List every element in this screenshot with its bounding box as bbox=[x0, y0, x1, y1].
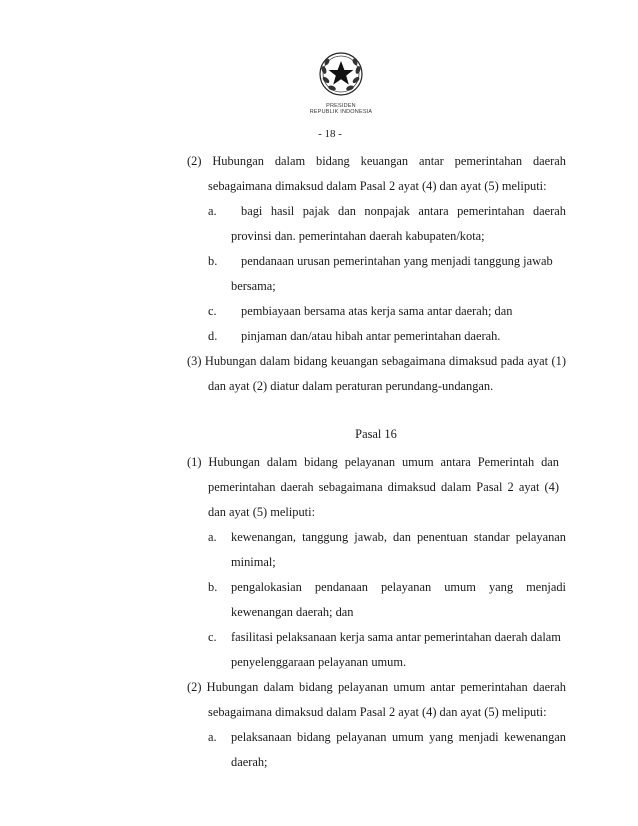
page-number: - 18 - bbox=[318, 128, 342, 140]
article-heading: Pasal 16 bbox=[355, 427, 397, 441]
paragraph-line: (2) Hubungan dalam bidang keuangan antar pemerintahan daerah bbox=[187, 154, 566, 168]
paragraph-line: (1) Hubungan dalam bidang pelayanan umum antara Pemerintah dan bbox=[187, 455, 559, 469]
list-marker: c. bbox=[208, 304, 217, 318]
list-marker: a. bbox=[208, 204, 217, 218]
list-item-continuation: kewenangan daerah; dan bbox=[231, 605, 354, 619]
paragraph-line: (2) Hubungan dalam bidang pelayanan umum antar pemerintahan daerah bbox=[187, 680, 566, 694]
seal-caption-line2: REPUBLIK INDONESIA bbox=[309, 109, 373, 115]
list-item: pembiayaan bersama atas kerja sama antar daerah; dan bbox=[241, 304, 513, 318]
paragraph-line: dan ayat (2) diatur dalam peraturan perundang-undangan. bbox=[208, 379, 494, 393]
list-marker: a. bbox=[208, 530, 217, 544]
list-item-continuation: provinsi dan. pemerintahan daerah kabupaten/kota; bbox=[231, 229, 485, 243]
list-item-continuation: penyelenggaraan pelayanan umum. bbox=[231, 655, 407, 669]
list-marker: a. bbox=[208, 730, 217, 744]
paragraph-line: (3) Hubungan dalam bidang keuangan sebagaimana dimaksud pada ayat (1) bbox=[187, 354, 566, 368]
list-item-continuation: bersama; bbox=[231, 279, 276, 293]
seal-caption bbox=[306, 103, 376, 115]
list-item: kewenangan, tanggung jawab, dan penentuan standar pelayanan bbox=[231, 530, 566, 544]
list-marker: c. bbox=[208, 630, 217, 644]
list-item: pinjaman dan/atau hibah antar pemerintahan daerah. bbox=[241, 329, 501, 343]
list-item-continuation: minimal; bbox=[231, 555, 276, 569]
list-item: pendanaan urusan pemerintahan yang menjadi tanggung jawab bbox=[241, 254, 553, 268]
list-marker: b. bbox=[208, 580, 218, 594]
paragraph-line: sebagaimana dimaksud dalam Pasal 2 ayat (4) dan ayat (5) meliputi: bbox=[208, 705, 547, 719]
list-item: fasilitasi pelaksanaan kerja sama antar pemerintahan daerah dalam bbox=[231, 630, 561, 644]
list-item-continuation: daerah; bbox=[231, 755, 268, 769]
paragraph-line: pemerintahan daerah sebagaimana dimaksud dalam Pasal 2 ayat (4) bbox=[208, 480, 559, 494]
list-marker: d. bbox=[208, 329, 218, 343]
list-marker: b. bbox=[208, 254, 218, 268]
list-item: bagi hasil pajak dan nonpajak antara pemerintahan daerah bbox=[241, 204, 566, 218]
list-item: pengalokasian pendanaan pelayanan umum yang menjadi bbox=[231, 580, 566, 594]
paragraph-line: dan ayat (5) meliputi: bbox=[208, 505, 316, 519]
paragraph-line: sebagaimana dimaksud dalam Pasal 2 ayat (4) dan ayat (5) meliputi: bbox=[208, 179, 547, 193]
list-item: pelaksanaan bidang pelayanan umum yang menjadi kewenangan bbox=[231, 730, 566, 744]
seal-caption-line1: PRESIDEN bbox=[326, 103, 356, 109]
